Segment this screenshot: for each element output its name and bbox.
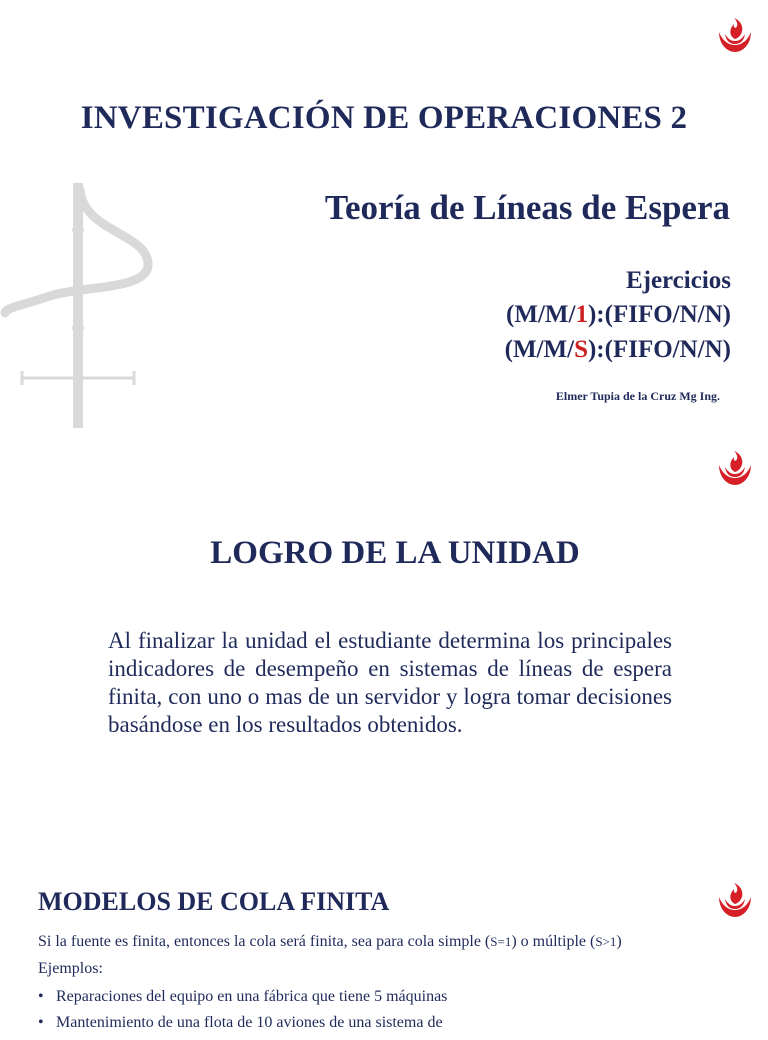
exercises-label: Ejercicios — [625, 267, 731, 294]
examples-label: Ejemplos: — [38, 960, 103, 977]
course-title: INVESTIGACIÓN DE OPERACIONES 2 — [80, 100, 688, 136]
upc-flame-logo-icon — [715, 448, 755, 488]
model-mms-label: (M/M/S):(FIFO/N/N) — [504, 336, 731, 363]
finite-models-title: MODELOS DE COLA FINITA — [38, 887, 390, 916]
list-item: • Reparaciones del equipo en una fábrica que tiene 5 máquinas — [38, 988, 447, 1014]
examples-list — [38, 988, 447, 1040]
unit-goal-slide — [0, 440, 768, 860]
upc-flame-logo-icon — [715, 880, 755, 920]
upc-flame-logo-icon — [715, 15, 755, 55]
list-item: • Mantenimiento de una flota de 10 aviones de una sistema de — [38, 1014, 447, 1040]
model-mm1-label: (M/M/1):(FIFO/N/N) — [506, 301, 731, 328]
finite-queue-slide — [0, 860, 768, 1031]
unit-goal-title: LOGRO DE LA UNIDAD — [210, 535, 580, 571]
title-slide — [0, 0, 768, 440]
finite-models-intro: Si la fuente es finita, entonces la cola será finita, sea para cola simple (S=1) o múltiple (S>1) — [38, 933, 622, 950]
author-name: Elmer Tupia de la Cruz Mg Ing. — [555, 389, 720, 403]
unit-goal-body: Al finalizar la unidad el estudiante determina los principales indicadores de desempeño en sistemas de líneas de espera finita, con uno o mas de un servidor y logra tomar decisiones basándose en los resultados obtenidos. — [108, 628, 672, 737]
normal-distribution-curve-icon — [0, 178, 160, 433]
topic-subtitle: Teoría de Líneas de Espera — [324, 188, 730, 227]
